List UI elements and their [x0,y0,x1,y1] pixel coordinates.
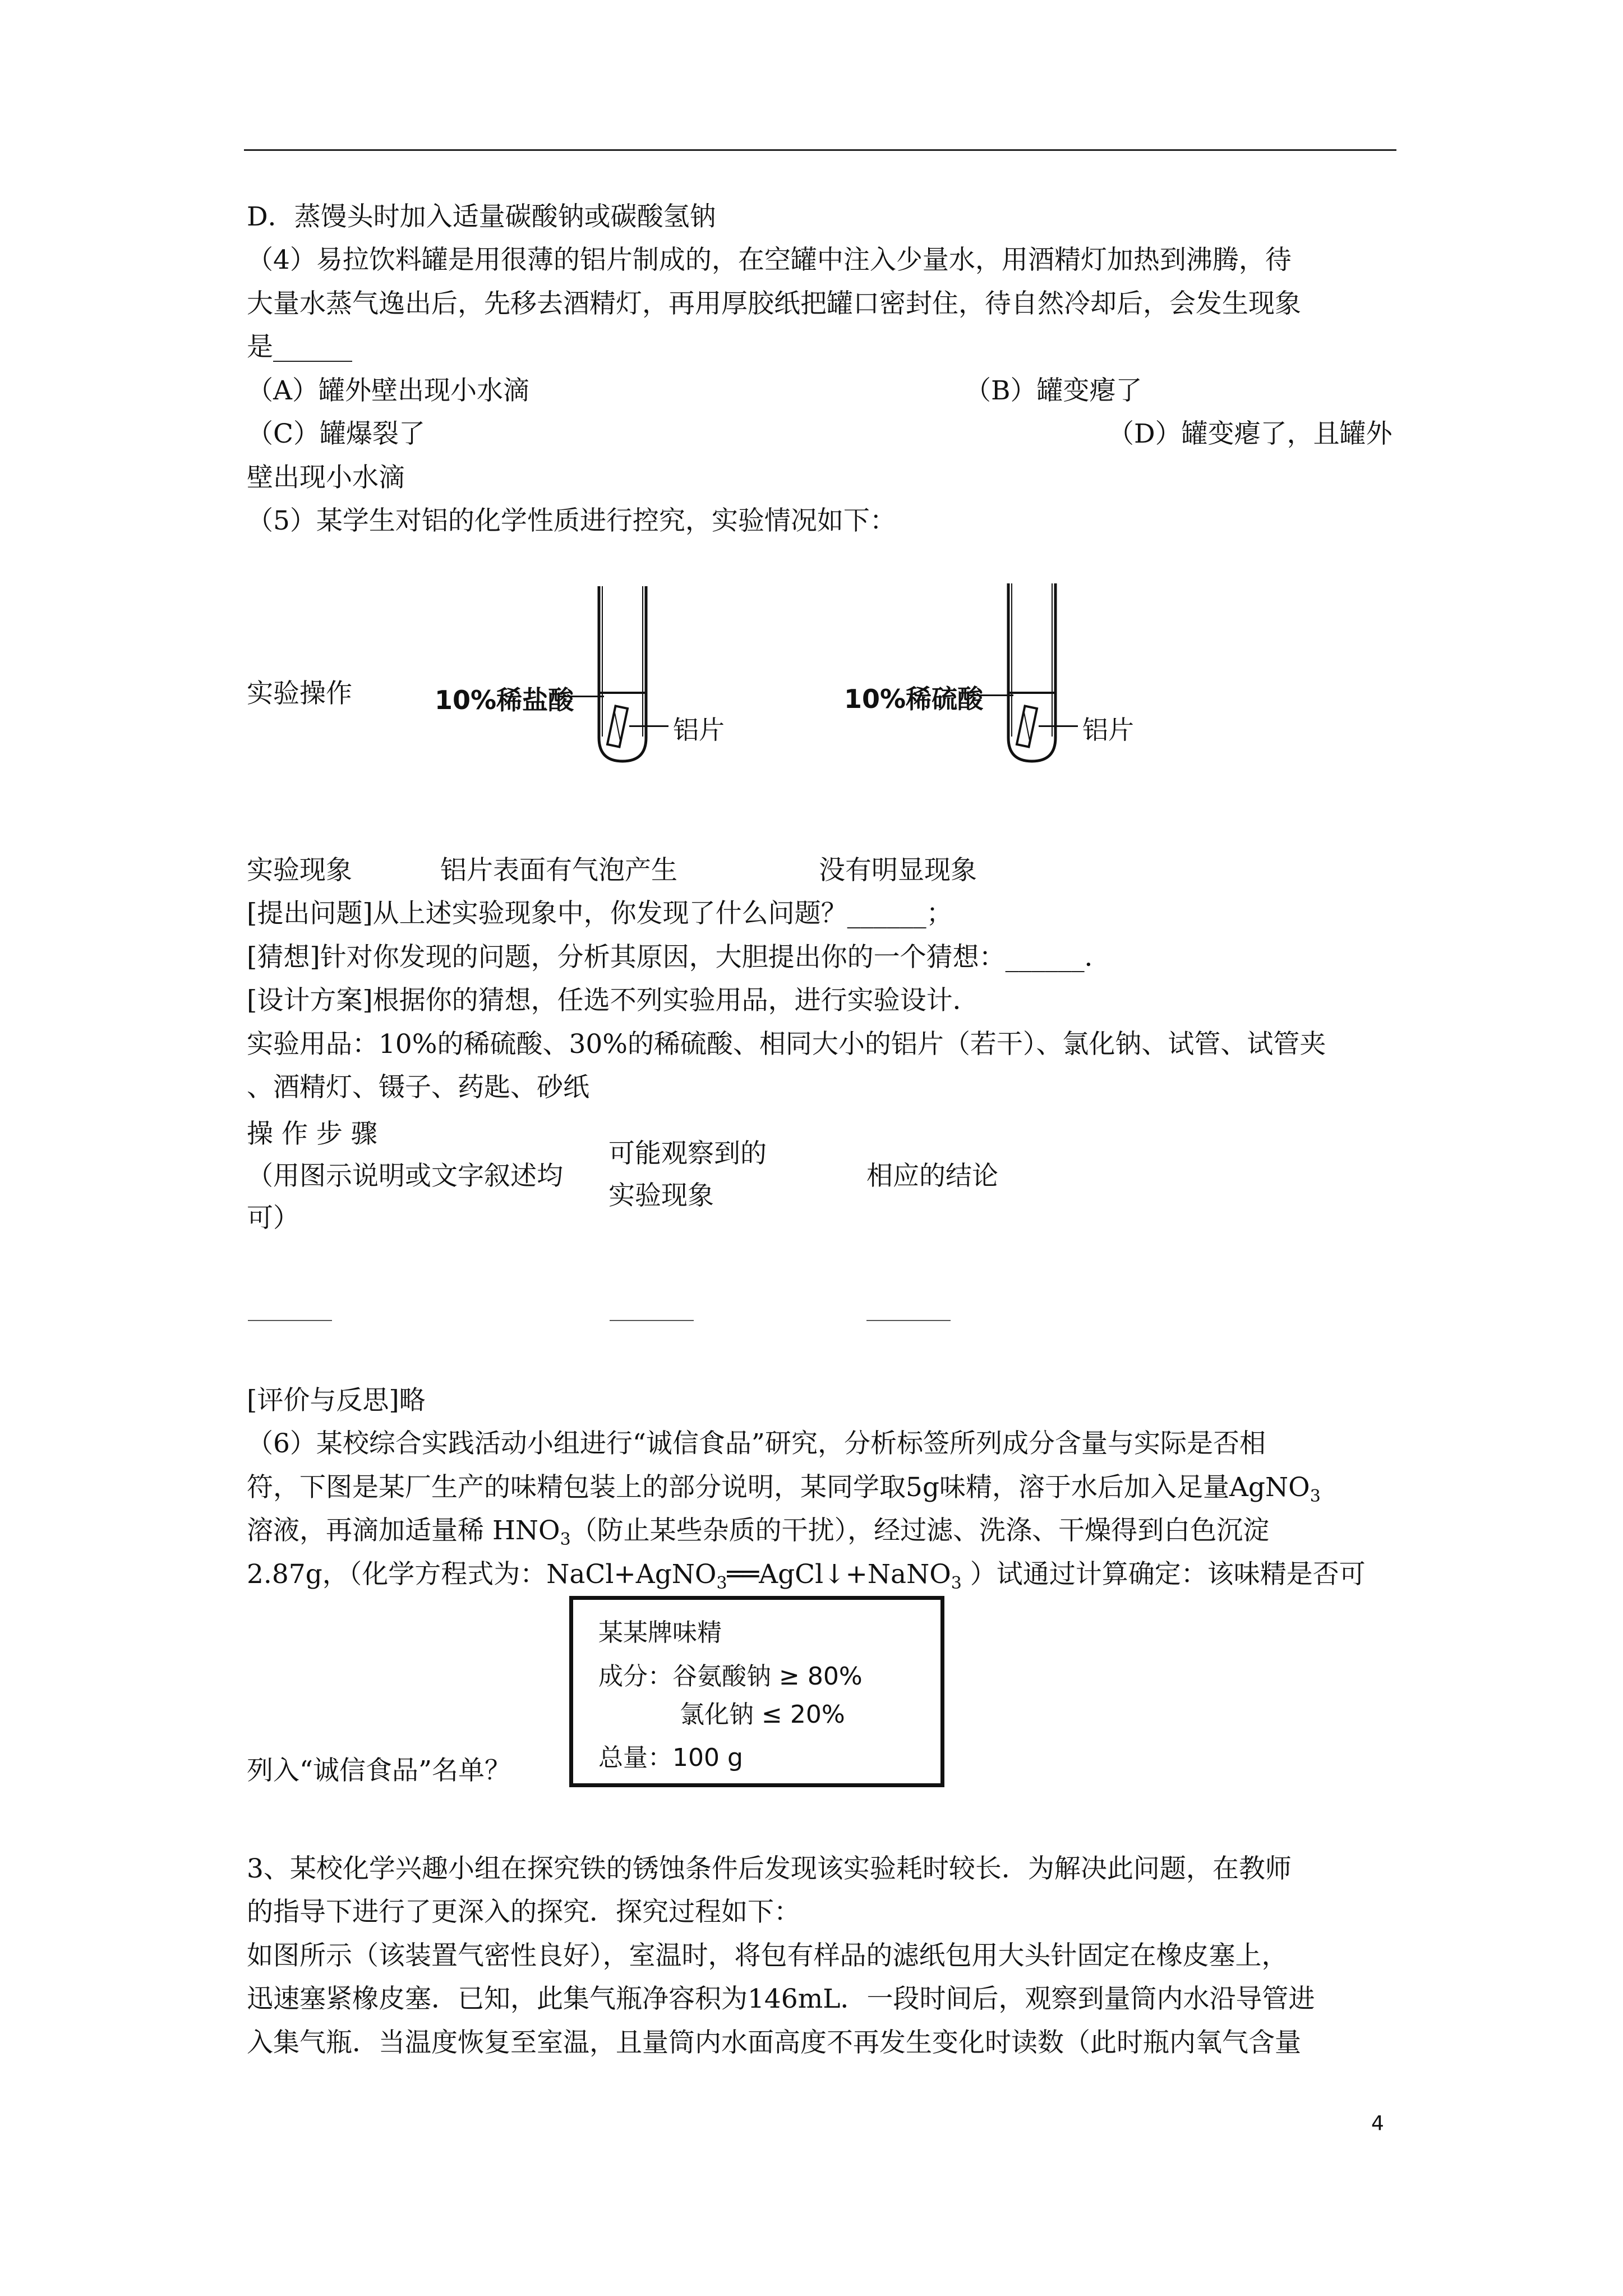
test-tube-h2so4-icon [1004,583,1060,766]
design-plan: [设计方案]根据你的猜想，任选不列实验用品，进行实验设计． [247,985,979,1016]
phenomena-blank [610,1320,694,1321]
conclusion-header: 相应的结论 [866,1161,998,1191]
q4-line-1: （4）易拉饮料罐是用很薄的铝片制成的，在空罐中注入少量水，用酒精灯加热到沸腾，待 [247,245,1292,275]
phenomenon-1: 铝片表面有气泡产生 [440,855,677,886]
experiment-operation-label: 实验操作 [247,678,352,709]
q4-option-c: （C）罐爆裂了 [247,418,425,449]
q6-line-3: 溶液，再滴加适量稀 $HNO_3$（防止某些杂质的干扰），经过滤、洗涤、干燥得到白色沉淀 [247,1515,1270,1549]
raise-question: [提出问题]从上述实验现象中，你发现了什么问题？______； [247,898,953,929]
q6-line-5: 列入“诚信食品”名单？ [247,1755,511,1786]
q3-line-4: 迅速塞紧橡皮塞．已知，此集气瓶净容积为146mL．一段时间后，观察到量筒内水沿导管进 [247,1984,1315,2014]
q6-line-2: 符，下图是某厂生产的味精包装上的部分说明，某同学取5g味精，溶于水后加入足量AgNO$_3$ [247,1472,1321,1506]
label-ingredient-1: 成分：谷氨酸钠 ≥ 80% [598,1662,863,1691]
q6-line-4: 2.87g，（化学方程式为：NaCl+AgNO$_3$══AgCl↓+NaNO$_3$ ）试通过计算确定：该味精是否可 [247,1559,1366,1593]
steps-header-3: 可） [247,1203,299,1234]
conclusion-blank [866,1320,951,1321]
phenomena-header-2: 实验现象 [608,1180,714,1211]
hypothesis: [猜想]针对你发现的问题，分析其原因，大胆提出你的一个猜想：______． [247,942,1111,973]
q4-line-2: 大量水蒸气逸出后，先移去酒精灯，再用厚胶纸把罐口密封住，待自然冷却后，会发生现象 [247,288,1301,319]
tube1-metal-pointer [629,725,668,727]
tube2-metal-label: 铝片 [1082,715,1134,745]
materials-line-2: 、酒精灯、镊子、药匙、砂纸 [247,1072,589,1103]
steps-blank [248,1320,332,1321]
q4-line-3: 是______ [247,332,352,362]
q4-option-d: （D）罐变瘪了，且罐外 [1108,418,1393,449]
phenomenon-2: 没有明显现象 [819,855,977,886]
steps-header-2: （用图示说明或文字叙述均 [247,1161,563,1191]
msg-label-box [569,1596,944,1787]
phenomena-header-1: 可能观察到的 [608,1138,767,1169]
tube1-metal-label: 铝片 [673,715,725,745]
q3-line-3: 如图所示（该装置气密性良好），室温时，将包有样品的滤纸包用大头针固定在橡皮塞上， [247,1940,1288,1971]
tube2-metal-pointer [1039,725,1078,727]
q4-option-d-cont: 壁出现小水滴 [247,462,405,493]
q4-option-b: （B）罐变瘪了 [965,375,1142,406]
q3-line-2: 的指导下进行了更深入的探究．探究过程如下： [247,1897,800,1927]
header-rule [244,149,1396,151]
steps-header-1: 操 作 步 骤 [247,1119,377,1149]
label-ingredient-2: 氯化钠 ≤ 20% [680,1700,845,1729]
q6-line-1: （6）某校综合实践活动小组进行“诚信食品”研究，分析标签所列成分含量与实际是否相 [247,1428,1266,1459]
evaluation: [评价与反思]略 [247,1385,426,1416]
label-title: 某某牌味精 [598,1618,722,1647]
tube1-acid-label: 10%稀盐酸 [435,685,574,715]
page-number: 4 [1371,2112,1384,2135]
tube2-acid-label: 10%稀硫酸 [844,684,984,714]
option-d: D．蒸馒头时加入适量碳酸钠或碳酸氢钠 [247,201,716,232]
label-total: 总量：100 g [598,1743,743,1772]
q3-line-1: 3、某校化学兴趣小组在探究铁的锈蚀条件后发现该实验耗时较长．为解决此问题，在教师 [247,1853,1292,1884]
test-tube-hcl-icon [594,586,651,766]
experiment-phenomenon-label: 实验现象 [247,855,352,886]
q3-line-5: 入集气瓶．当温度恢复至室温，且量筒内水面高度不再发生变化时读数（此时瓶内氧气含量 [247,2027,1301,2058]
q5-intro: （5）某学生对铝的化学性质进行控究，实验情况如下： [247,505,896,536]
q4-option-a: （A）罐外壁出现小水滴 [247,375,529,406]
materials-line-1: 实验用品：10%的稀硫酸、30%的稀硫酸、相同大小的铝片（若干）、氯化钠、试管、试管夹 [247,1029,1326,1060]
